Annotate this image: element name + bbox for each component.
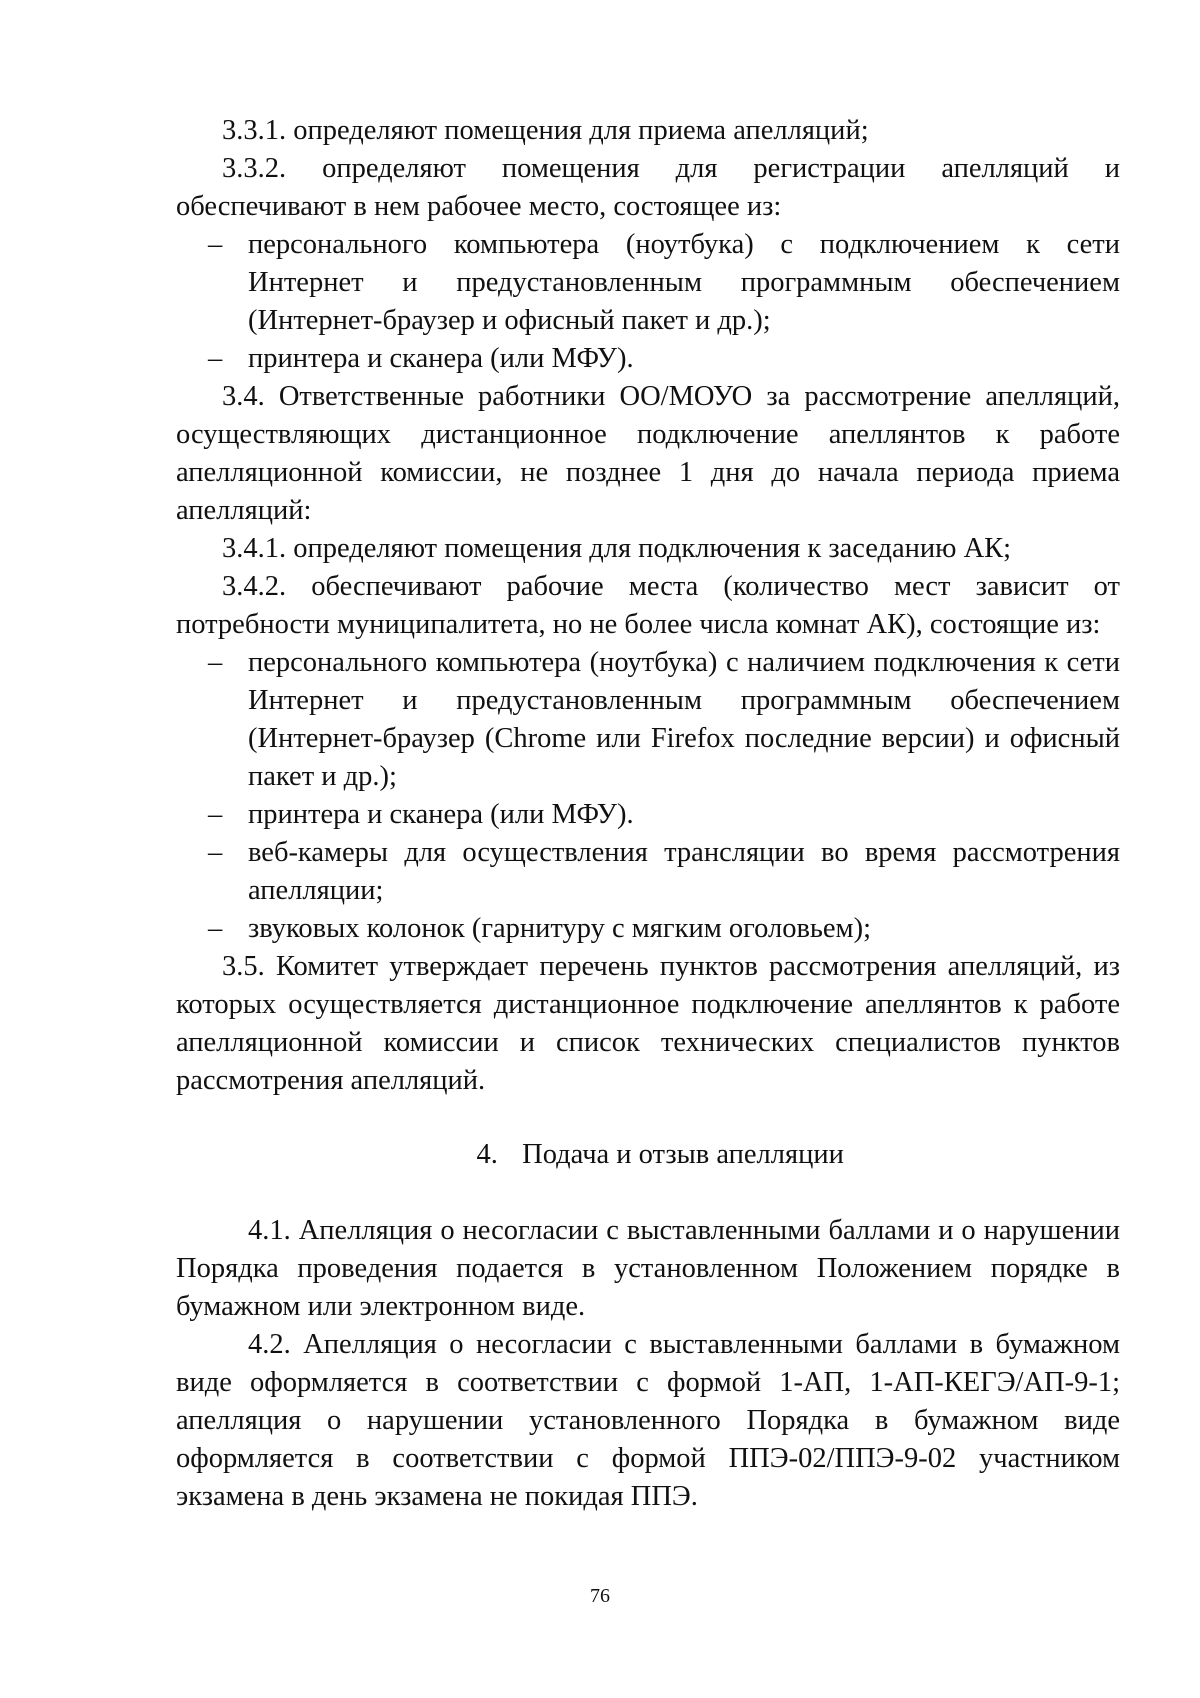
paragraph-3-3-1: 3.3.1. определяют помещения для приема апелляций; [222, 115, 869, 146]
list-item [176, 796, 1120, 834]
list-item-text: принтера и сканера (или МФУ). [248, 799, 634, 830]
dash-bullet: – [208, 647, 223, 678]
dash-bullet: – [208, 343, 223, 374]
list-item [176, 644, 1120, 796]
document-body [176, 112, 1120, 1516]
list-item-text: персонального компьютера (ноутбука) с наличием подключения к сети Интернет и предустановленным программным обеспечением (Интернет-браузер (Chrome или Firefox последние версии) и офисный пакет и др.); [248, 647, 1120, 792]
section-heading [176, 1136, 1120, 1174]
page-number: 76 [590, 1585, 610, 1607]
paragraph-3-5: 3.5. Комитет утверждает перечень пунктов рассмотрения апелляций, из которых осуществляется дистанционное подключение апеллянтов к работе апелляционной комиссии и список технических специалистов пунктов рассмотрения апелляций. [176, 951, 1120, 1096]
list-item [176, 340, 1120, 378]
section-title: Подача и отзыв апелляции [522, 1139, 844, 1170]
list-item-text: персонального компьютера (ноутбука) с подключением к сети Интернет и предустановленным программным обеспечением (Интернет-браузер и офисный пакет и др.); [248, 229, 1120, 336]
paragraph-3-4: 3.4. Ответственные работники ОО/МОУО за рассмотрение апелляций, осуществляющих дистанционное подключение апеллянтов к работе апелляционной комиссии, не позднее 1 дня до начала периода приема апелляций: [176, 381, 1120, 526]
paragraph-3-3-2: 3.3.2. определяют помещения для регистрации апелляций и обеспечивают в нем рабочее место, состоящее из: [176, 153, 1120, 222]
list-item [176, 834, 1120, 910]
paragraph-4-1: 4.1. Апелляция о несогласии с выставленными баллами и о нарушении Порядка проведения подается в установленном Положением порядке в бумажном или электронном виде. [176, 1215, 1120, 1322]
list-item-text: принтера и сканера (или МФУ). [248, 343, 634, 374]
dash-bullet: – [208, 229, 223, 260]
list-item [176, 910, 1120, 948]
dash-bullet: – [208, 837, 223, 868]
paragraph-4-2: 4.2. Апелляция о несогласии с выставленными баллами в бумажном виде оформляется в соответствии с формой 1-АП, 1-АП-КЕГЭ/АП-9-1; апелляция о нарушении установленного Порядка в бумажном виде оформляется в соответствии с формой ППЭ-02/ППЭ-9-02 участником экзамена в день экзамена не покидая ППЭ. [176, 1329, 1120, 1512]
dash-bullet: – [208, 799, 223, 830]
dash-bullet: – [208, 913, 223, 944]
list-item-text: веб-камеры для осуществления трансляции во время рассмотрения апелляции; [248, 837, 1120, 906]
list-item-text: звуковых колонок (гарнитуру с мягким оголовьем); [248, 913, 871, 944]
paragraph-3-4-2: 3.4.2. обеспечивают рабочие места (количество мест зависит от потребности муниципалитета, но не более числа комнат АК), состоящие из: [176, 571, 1120, 640]
section-number: 4. [476, 1139, 498, 1170]
list-item [176, 226, 1120, 340]
paragraph-3-4-1: 3.4.1. определяют помещения для подключения к заседанию АК; [222, 533, 1012, 564]
